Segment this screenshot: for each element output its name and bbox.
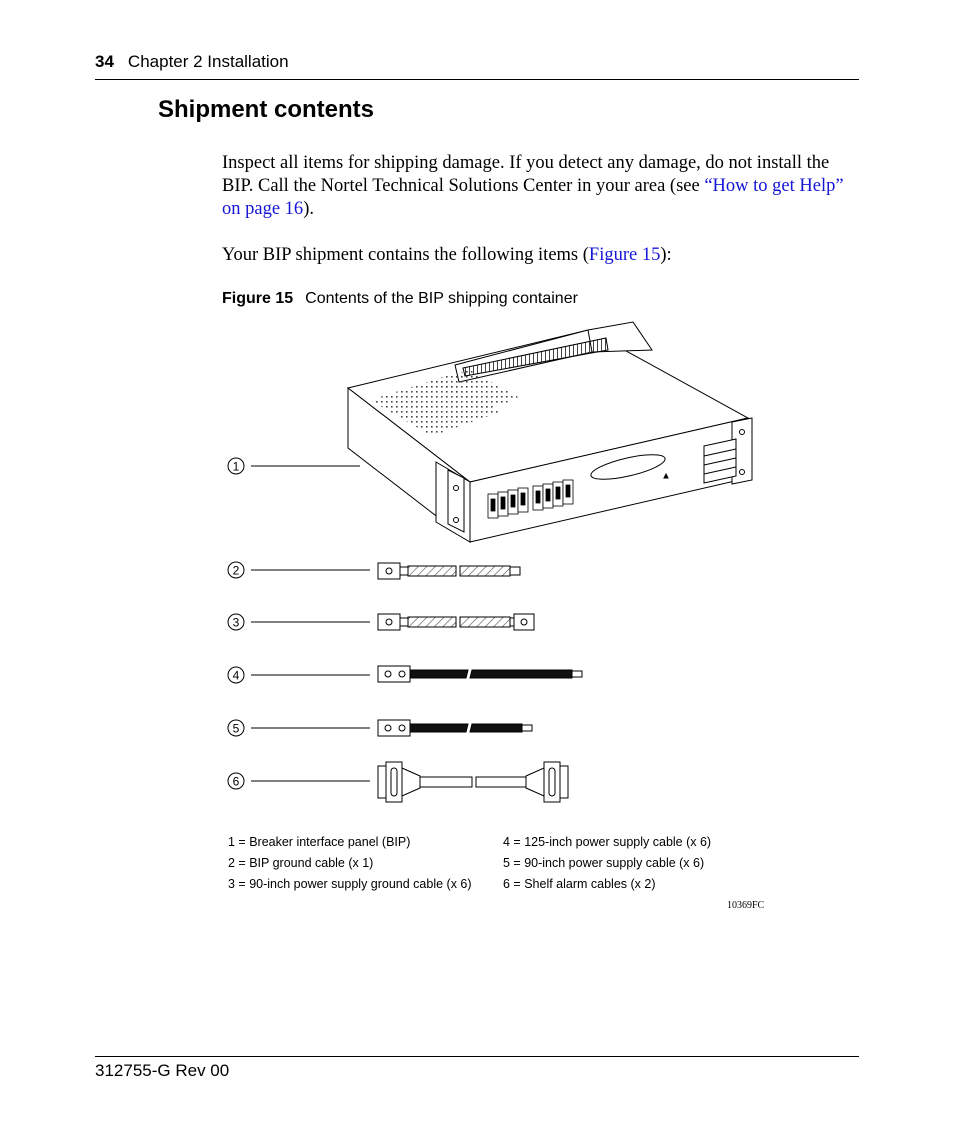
callout-label-3: 3 xyxy=(232,615,240,630)
para1-text: Inspect all items for shipping damage. If you detect any damage, do not install the BIP. Call the Nortel Technical Solutions Center in your area (see xyxy=(222,153,830,196)
figure-15-link[interactable]: Figure 15 xyxy=(588,245,661,265)
power-cable-125-drawing xyxy=(378,666,582,682)
legend-item-4: 4 = 125-inch power supply cable (x 6) xyxy=(503,835,712,849)
callout-2 xyxy=(228,562,370,578)
figure-label: Figure 15 xyxy=(222,290,294,307)
para2-text: Your BIP shipment contains the following items ( xyxy=(222,245,589,265)
legend-item-1: 1 = Breaker interface panel (BIP) xyxy=(228,835,411,849)
callout-label-2: 2 xyxy=(232,563,240,578)
shelf-alarm-cable-drawing xyxy=(378,762,568,802)
bip-ground-cable-drawing xyxy=(378,563,520,579)
legend-item-3: 3 = 90-inch power supply ground cable (x 6) xyxy=(228,877,472,891)
breaker-interface-panel-drawing xyxy=(348,322,752,542)
callout-label-6: 6 xyxy=(232,774,240,789)
callout-3 xyxy=(228,614,370,630)
callout-1 xyxy=(228,458,360,474)
callout-label-4: 4 xyxy=(232,668,240,683)
callout-4 xyxy=(228,667,370,683)
page-number: 34 xyxy=(95,52,114,71)
callout-label-5: 5 xyxy=(232,721,240,736)
callout-label-1: 1 xyxy=(232,459,240,474)
callout-5 xyxy=(228,720,370,736)
power-cable-90-drawing xyxy=(378,720,532,736)
footer-rule xyxy=(95,1056,859,1057)
figure-id: 10369FC xyxy=(727,900,765,911)
legend-item-5: 5 = 90-inch power supply cable (x 6) xyxy=(503,856,705,870)
how-to-get-help-link[interactable]: “How to get Help” on page 16 xyxy=(222,176,844,219)
chapter-title: Chapter 2 Installation xyxy=(127,52,289,71)
para2-end: ): xyxy=(660,245,672,265)
figure-caption-text: Contents of the BIP shipping container xyxy=(305,290,578,307)
document-id: 312755-G Rev 00 xyxy=(95,1061,230,1080)
legend-item-6: 6 = Shelf alarm cables (x 2) xyxy=(503,877,656,891)
legend-item-2: 2 = BIP ground cable (x 1) xyxy=(228,856,374,870)
para1-end: ). xyxy=(303,199,314,219)
section-title: Shipment contents xyxy=(158,96,375,123)
callout-6 xyxy=(228,773,370,789)
ground-cable-90-drawing xyxy=(378,614,534,630)
